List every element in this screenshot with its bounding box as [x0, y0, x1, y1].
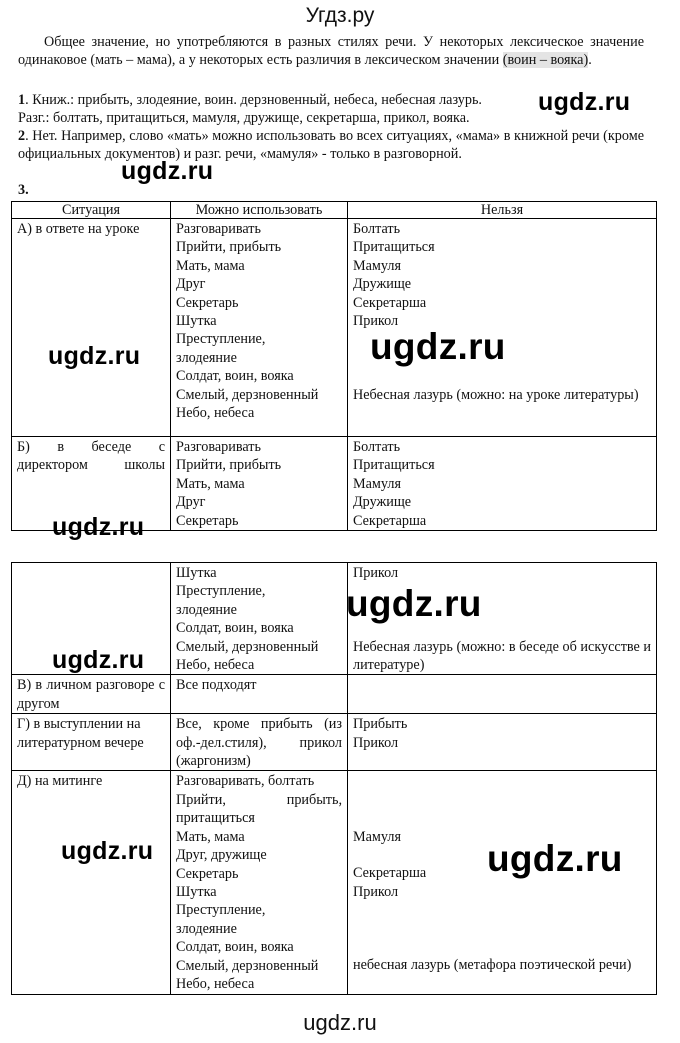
header-situation: Ситуация	[12, 202, 171, 219]
forbidden-note-b: Небесная лазурь (можно: в беседе об искусстве и литературе)	[353, 638, 651, 673]
situation-e: Д) на митинге	[12, 771, 171, 995]
list-item: Секретарша	[353, 865, 427, 882]
answer-2-text: . Нет. Например, слово «мать» можно использовать во всех ситуациях, «мама» в книжной речи (кроме официальных документов) и разг. речи, «мамуля» - только в разговорной.	[18, 128, 644, 162]
list-item: Мать, мама	[176, 828, 245, 845]
list-item: Солдат, воин, вояка	[176, 368, 294, 385]
watermark: ugdz.ru	[538, 88, 631, 116]
list-item: Смелый, дерзновенный	[176, 386, 319, 403]
watermark: ugdz.ru	[61, 837, 154, 865]
header-forbidden: Нельзя	[348, 202, 657, 219]
list-item: злодеяние	[176, 601, 237, 618]
forbidden-e	[348, 771, 657, 995]
forbidden-note-e: небесная лазурь (метафора поэтической речи)	[353, 957, 632, 974]
list-item: Небо, небеса	[176, 975, 255, 992]
list-item: Друг	[176, 494, 206, 511]
list-item: Прийти, прибыть,	[176, 791, 342, 808]
list-item: Болтать	[353, 221, 401, 237]
list-item: Мамуля	[353, 828, 401, 845]
list-item: Секретарь	[176, 865, 239, 882]
list-item: Разговаривать, болтать	[176, 773, 315, 790]
list-item: Дружище	[353, 276, 412, 293]
list-item: Смелый, дерзновенный	[176, 638, 319, 655]
list-item: Мать, мама	[176, 257, 245, 274]
intro-text: Общее значение, но употребляются в разных стилях речи. У некоторых лексическое значение одинаковое (мать – мама), а у некоторых есть различия в лексическом значении	[18, 34, 644, 68]
site-title: Угдз.ру	[305, 4, 375, 27]
list-item: Прикол	[353, 734, 399, 751]
answer-1-bookish: . Книж.: прибыть, злодеяние, воин. дерзновенный, небеса, небесная лазурь.	[25, 92, 482, 108]
list-item: Мать, мама	[176, 475, 245, 492]
allowed-c: Все подходят	[171, 675, 348, 714]
list-item: Секретарь	[176, 294, 239, 311]
answer-2-number: 2	[18, 128, 26, 144]
table-row-c	[12, 675, 657, 714]
list-item: Мамуля	[353, 475, 401, 492]
forbidden-note-a: Небесная лазурь (можно: на уроке литературы)	[353, 386, 639, 403]
list-item: Дружище	[353, 494, 412, 511]
list-item: Секретарша	[353, 512, 427, 529]
intro-period: .	[588, 51, 592, 68]
forbidden-c	[348, 675, 657, 714]
list-item: Преступление,	[176, 902, 266, 919]
list-item: Шутка	[176, 565, 217, 581]
list-item: Притащиться	[353, 239, 435, 256]
intro-paragraph	[18, 34, 644, 69]
watermark: ugdz.ru	[52, 513, 145, 541]
answer-3-label: 3.	[18, 182, 29, 198]
list-item: притащиться	[176, 810, 255, 827]
list-item: Солдат, воин, вояка	[176, 939, 294, 956]
intro-highlight: (воин – вояка)	[502, 51, 589, 68]
list-item: Преступление,	[176, 331, 266, 348]
list-item: Небо, небеса	[176, 657, 255, 674]
allowed-d: Все, кроме прибыть (из оф.-дел.стиля), прикол (жаргонизм)	[171, 714, 348, 771]
list-item: Небо, небеса	[176, 405, 255, 422]
watermark: ugdz.ru	[346, 583, 482, 624]
list-item: Прикол	[353, 883, 399, 900]
list-item: Друг	[176, 276, 206, 293]
watermark: ugdz.ru	[370, 326, 506, 367]
list-item: Друг, дружище	[176, 847, 267, 864]
list-item: злодеяние	[176, 920, 237, 937]
table-row-e	[12, 771, 657, 995]
list-item: Прибыть	[353, 716, 408, 733]
forbidden-b-1	[348, 437, 657, 531]
situation-c: В) в личном разговоре с другом	[12, 675, 171, 714]
list-item: Болтать	[353, 439, 401, 455]
list-item: Смелый, дерзновенный	[176, 957, 319, 974]
header-allowed: Можно использовать	[171, 202, 348, 219]
answer-1-colloquial: Разг.: болтать, притащиться, мамуля, дружище, секретарша, прикол, вояка.	[18, 109, 470, 126]
list-item: Шутка	[176, 313, 217, 330]
list-item: Шутка	[176, 883, 217, 900]
list-item: Мамуля	[353, 257, 401, 274]
list-item: злодеяние	[176, 349, 237, 366]
situation-d: Г) в выступлении на литературном вечере	[12, 714, 171, 771]
watermark: ugdz.ru	[52, 646, 145, 674]
usage-table-part-2	[11, 562, 657, 995]
list-item: Преступление,	[176, 583, 266, 600]
list-item: Секретарша	[353, 294, 427, 311]
list-item: Прикол	[353, 313, 399, 330]
answer-2	[18, 128, 644, 163]
list-item: Секретарь	[176, 512, 239, 529]
list-item: Разговаривать	[176, 439, 261, 455]
watermark: ugdz.ru	[487, 838, 623, 879]
situation-b: Б) в беседе с директором школы	[12, 437, 171, 531]
list-item: Притащиться	[353, 457, 435, 474]
watermark: ugdz.ru	[48, 342, 141, 370]
allowed-e	[171, 771, 348, 995]
list-item: Прийти, прибыть	[176, 457, 282, 474]
footer-watermark: ugdz.ru	[303, 1010, 377, 1035]
table-row-d	[12, 714, 657, 771]
allowed-b-2	[171, 563, 348, 675]
list-item: Солдат, воин, вояка	[176, 620, 294, 637]
list-item: Разговаривать	[176, 221, 261, 237]
list-item: Прийти, прибыть	[176, 239, 282, 256]
table-header-row	[12, 202, 657, 219]
situation-a: А) в ответе на уроке	[12, 219, 171, 437]
answer-1-number: 1	[18, 92, 26, 108]
table-row-a	[12, 219, 657, 437]
allowed-a	[171, 219, 348, 437]
allowed-b-1	[171, 437, 348, 531]
watermark: ugdz.ru	[121, 157, 214, 185]
forbidden-d	[348, 714, 657, 771]
list-item: Прикол	[353, 565, 399, 581]
